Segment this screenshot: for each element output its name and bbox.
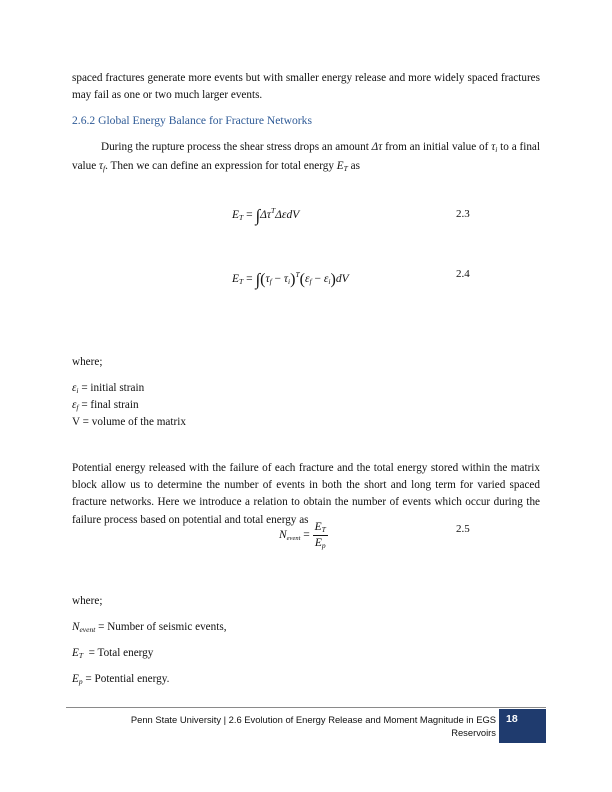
where-label-2: where; [72,595,103,607]
equation-number-2-3: 2.3 [456,208,470,220]
definition-number-events: $N_{event}$ = Number of seismic events, [72,621,227,634]
page-number: 18 [506,713,518,725]
equation-2-3: $E_T = \int\Delta\tau^T\Delta\varepsilon dV$ [232,206,300,225]
page-number-box [499,709,546,743]
footer-line-1: Penn State University | 2.6 Evolution of Energy Release and Moment Magnitude in EGS [130,714,496,725]
rupture-paragraph: During the rupture process the shear stress drops an amount Δτ from an initial value of $\tau_i$ to a final value $\tau_f$. Then we can define an expression for total energy $E_T$ as [72,141,540,174]
definition-total-energy: $E_T$ = Total energy [72,647,154,660]
footer-line-2: Reservoirs [451,727,496,738]
definition-potential-energy: $E_p$ = Potential energy. [72,673,170,686]
potential-energy-paragraph: Potential energy released with the failure of each fracture and the total energy stored within the matrix block allow us to determine the number of events in both the short and long term for varied spaced fracture networks. Here we introduce a relation to obtain the number of events which occur during the failure process based on potential and total energy as [72,462,540,526]
fraction: $\frac{E_T}{E_p}$ [314,521,326,550]
equation-number-2-4: 2.4 [456,268,470,280]
footer-divider [66,707,546,708]
definition-initial-strain: $\varepsilon_i$ = initial strain [72,382,145,395]
running-footer [76,713,496,739]
definition-final-strain: $\varepsilon_f$ = final strain [72,399,139,412]
equation-2-4: $E_T = \int(\tau_f - \tau_i)^T(\varepsilon_f - \varepsilon_i)dV$ [232,270,349,289]
where-label-1: where; [72,356,103,368]
section-heading: 2.6.2 Global Energy Balance for Fracture Networks [72,114,312,127]
definition-volume: V = volume of the matrix [72,416,186,428]
intro-paragraph: spaced fractures generate more events but with smaller energy release and more widely spaced fractures may fail as one or two much larger events. [72,72,540,102]
equation-2-5: $N_{event}$ = $\frac{E_T}{E_p}$ [279,521,326,550]
equation-number-2-5: 2.5 [456,523,470,535]
